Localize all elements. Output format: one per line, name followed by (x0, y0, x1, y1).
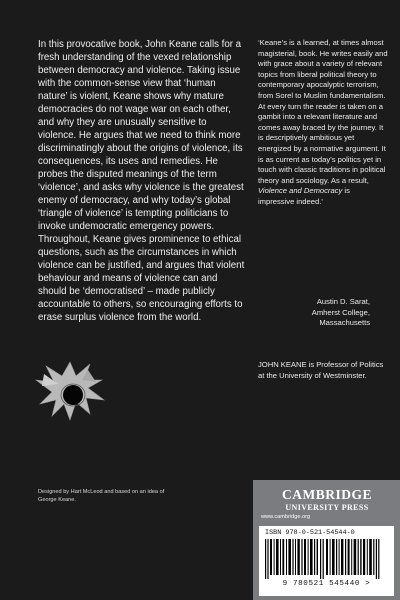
review-book-title: Violence and Democracy (258, 186, 343, 196)
attribution-affiliation: Amherst College, (311, 307, 370, 317)
attribution-location: Massachusetts (319, 318, 370, 328)
publisher-name: CAMBRIDGE (281, 487, 372, 502)
review-text-before: ‘Keane’s is a learned, at times almost magisterial, book. He writes easily and with grace about a variety of relevant topics from liberal political theory to contemporary apocalyptic terrorism, from Sorel to Muslim fundamentalism. At every turn the reader is taken on a gambit into a relevant literature and comes away braced by the journey. It is descriptively ambitious yet energized by a normative argument. It is as current as today’s politics yet in touch with classic traditions in political theory and sociology. As a result, (258, 38, 388, 185)
author-name: JOHN KEANE (258, 360, 307, 369)
review-text-after: is impressive indeed.’ (258, 186, 350, 206)
attribution-name: Austin D. Sarat, (316, 297, 370, 306)
barcode-icon (265, 539, 388, 579)
isbn-label: ISBN 978-0-521-54544-0 (265, 529, 355, 537)
barcode-panel (259, 526, 394, 596)
publisher-subname: UNIVERSITY PRESS (285, 503, 369, 512)
publisher-url: www.cambridge.org (261, 514, 311, 520)
review-attribution (258, 297, 370, 329)
publisher-panel (253, 480, 400, 600)
design-credit: Designed by Hart McLeod and based on an idea of George Keane. (38, 489, 165, 503)
barcode-digits: 9 780521 545440 > (282, 580, 371, 588)
author-note (258, 360, 390, 381)
bullet-hole-splatter-icon (30, 350, 110, 430)
author-bio: is Professor of Politics at the University of Westminster. (258, 360, 384, 380)
back-cover-blurb: In this provocative book, John Keane calls for a fresh understanding of the vexed relationship between democracy and violence. Taking issue with the common-sense view that ‘human nature’ is violent, Keane shows why mature democracies do not wage war on each other, and why they are unusually sensitive to violence. He argues that we need to think more discriminatingly about the origins of violence, its consequences, its uses and remedies. He probes the disputed meanings of the term ‘violence’, and asks why violence is the greatest enemy of democracy, and why today’s global ‘triangle of violence’ is tempting politicians to invoke undemocratic emergency powers. Throughout, Keane gives prominence to ethical questions, such as the circumstances in which violence can be justified, and argues that violent behaviour and means of violence can and should be ‘democratised’ – made publicly accountable to others, so encouraging efforts to erase surplus violence from the world. (38, 39, 245, 323)
review-quote (258, 38, 388, 208)
